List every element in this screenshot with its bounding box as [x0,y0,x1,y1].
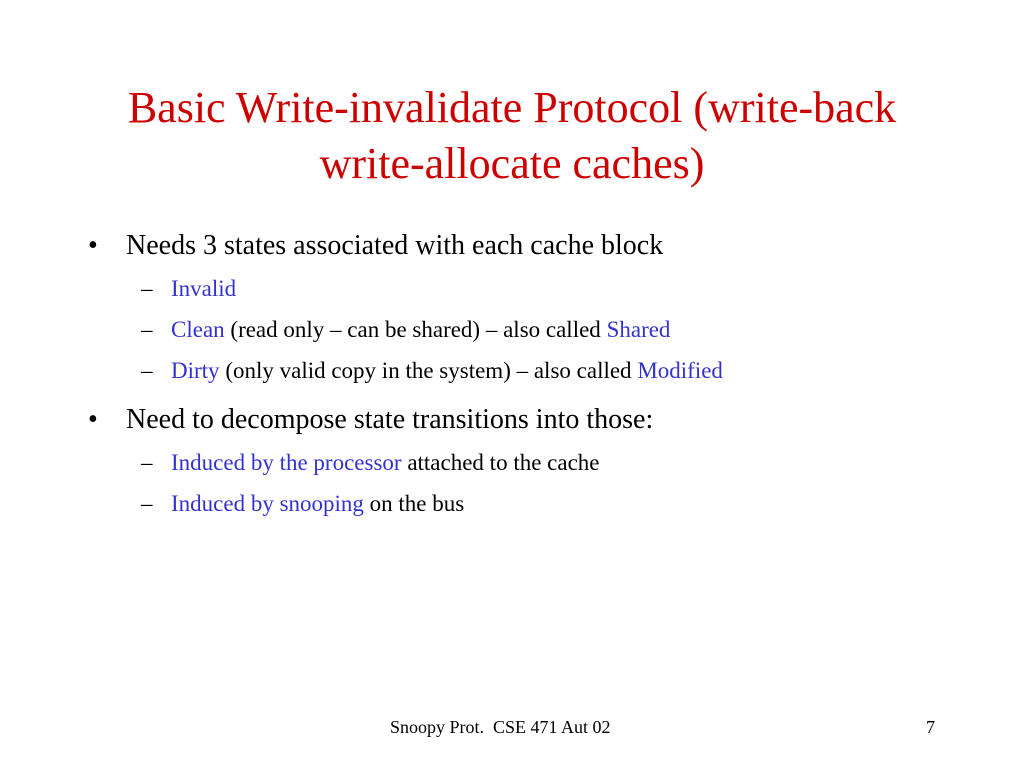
sub-bullet-dirty [88,356,988,386]
dash-marker: – [141,491,153,516]
slide-title-line-2: write-allocate caches) [319,139,705,188]
sub-bullet-text: attached to the cache [401,450,600,475]
footer-text: Snoopy Prot. CSE 471 Aut 02 [390,717,611,737]
bullet-marker: • [88,404,98,435]
induced-by-snooping: Induced by snooping [171,491,364,516]
sub-bullet-text: (read only – can be shared) – also called [224,317,607,342]
bullet-states [88,226,988,266]
dash-marker: – [141,358,153,383]
state-name-invalid: Invalid [171,276,237,301]
slide-title-line-1: Basic Write-invalidate Protocol (write-back [127,83,897,132]
bullet-text: Need to decompose state transitions into those: [126,404,654,435]
state-name-dirty: Dirty [171,358,220,383]
sub-bullet-text: on the bus [363,491,465,516]
sub-bullet-text: (only valid copy in the system) – also called [219,358,638,383]
bullet-group-transitions [88,400,988,519]
sub-bullet-clean [88,315,988,345]
bullet-transitions [88,400,988,440]
page-number: 7 [926,717,935,737]
slide-body [88,226,988,533]
sub-bullet-invalid [88,274,988,304]
alias-shared: Shared [606,317,671,342]
dash-marker: – [141,317,153,342]
alias-modified: Modified [637,358,723,383]
induced-by-processor: Induced by the processor [171,450,402,475]
bullet-group-states [88,226,988,386]
dash-marker: – [141,450,153,475]
dash-marker: – [141,276,153,301]
bullet-text: Needs 3 states associated with each cache block [126,230,664,261]
state-name-clean: Clean [171,317,225,342]
sub-bullet-snooping [88,489,988,519]
bullet-marker: • [88,230,98,261]
sub-bullet-processor [88,448,988,478]
slide-title [60,80,964,192]
